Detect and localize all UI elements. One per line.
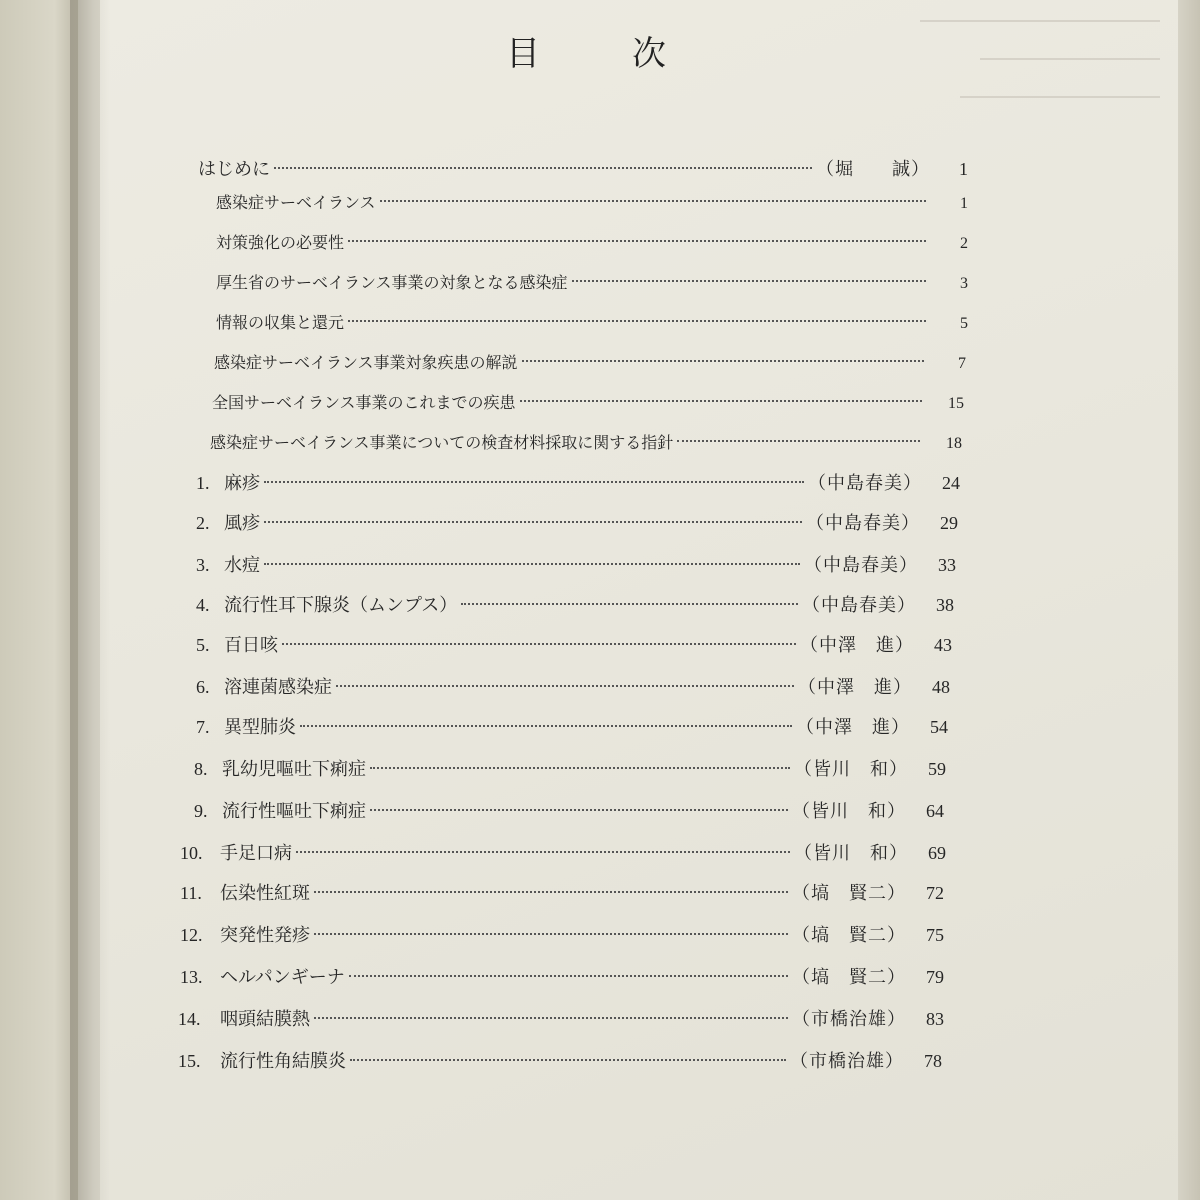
chapter-number: 6. xyxy=(196,677,210,697)
toc-entry-page: 64 xyxy=(926,801,944,821)
chapter-number: 1. xyxy=(196,473,210,493)
toc-entry-author: （塙 賢二） xyxy=(792,883,906,904)
toc-entry-page: 54 xyxy=(930,717,948,737)
chapter-number: 13. xyxy=(180,967,203,987)
chapter-number: 11. xyxy=(180,883,202,903)
toc-entry-label: 対策強化の必要性 xyxy=(216,233,345,252)
toc-entry-label: はじめに xyxy=(198,159,270,180)
toc-entry-label: 流行性嘔吐下痢症 xyxy=(222,801,366,822)
toc-entry-label: 全国サーベイランス事業のこれまでの疾患 xyxy=(212,393,516,412)
leader-dots xyxy=(264,563,800,565)
toc-entry-page: 33 xyxy=(938,555,956,575)
chapter-number: 10. xyxy=(180,843,203,863)
toc-subentry[interactable] xyxy=(216,192,968,215)
toc-subentry[interactable] xyxy=(210,432,962,455)
toc-entry-author: （中島春美） xyxy=(802,595,916,616)
leader-dots xyxy=(300,725,792,727)
toc-entry-page: 83 xyxy=(926,1009,944,1029)
toc-entry-author: （塙 賢二） xyxy=(792,967,906,988)
leader-dots xyxy=(296,851,790,853)
toc-entry-page: 2 xyxy=(960,235,968,252)
toc-entry-label: 水痘 xyxy=(224,555,260,576)
toc-entry-author: （皆川 和） xyxy=(794,759,908,780)
toc-chapter[interactable] xyxy=(178,1050,942,1073)
leader-dots xyxy=(572,280,926,282)
toc-chapter[interactable] xyxy=(196,472,960,495)
toc-entry-page: 7 xyxy=(958,355,966,372)
toc-entry-author: （市橋治雄） xyxy=(792,1009,906,1030)
toc-subentry[interactable] xyxy=(216,232,968,255)
chapter-number: 2. xyxy=(196,513,210,533)
leader-dots xyxy=(264,481,804,483)
toc-entry-label: 厚生省のサーベイランス事業の対象となる感染症 xyxy=(216,273,568,292)
chapter-number: 8. xyxy=(194,759,208,779)
toc-entry-page: 48 xyxy=(932,677,950,697)
toc-entry-page: 15 xyxy=(948,395,964,412)
toc-entry-author: （中澤 進） xyxy=(800,635,914,656)
toc-chapter[interactable] xyxy=(178,1008,944,1031)
leader-dots xyxy=(350,1059,786,1061)
toc-entry-label: 感染症サーベイランス事業対象疾患の解説 xyxy=(214,353,518,372)
toc-entry-label: 感染症サーベイランス事業についての検査材料採取に関する指針 xyxy=(210,433,674,452)
toc-chapter[interactable] xyxy=(194,758,946,781)
toc-subentry[interactable] xyxy=(212,392,964,415)
toc-entry-label: 異型肺炎 xyxy=(224,717,296,738)
toc-entry-author: （市橋治雄） xyxy=(790,1051,904,1072)
chapter-number: 9. xyxy=(194,801,208,821)
toc-entry-label: 風疹 xyxy=(224,513,260,534)
leader-dots xyxy=(282,643,796,645)
toc-entry-intro[interactable] xyxy=(198,158,968,181)
toc-chapter[interactable] xyxy=(180,966,944,989)
toc-entry-page: 78 xyxy=(924,1051,942,1071)
leader-dots xyxy=(349,975,788,977)
leader-dots xyxy=(348,240,926,242)
toc-entry-page: 59 xyxy=(928,759,946,779)
toc-entry-label: 伝染性紅斑 xyxy=(220,883,310,904)
toc-entry-label: 咽頭結膜熱 xyxy=(220,1009,310,1030)
toc-chapter[interactable] xyxy=(196,676,950,699)
toc-subentry[interactable] xyxy=(216,312,968,335)
leader-dots xyxy=(461,603,798,605)
toc-entry-label: 突発性発疹 xyxy=(220,925,310,946)
toc-entry-page: 5 xyxy=(960,315,968,332)
toc-entry-page: 18 xyxy=(946,435,962,452)
toc-entry-label: ヘルパンギーナ xyxy=(220,967,345,988)
leader-dots xyxy=(370,767,790,769)
leader-dots xyxy=(336,685,794,687)
leader-dots xyxy=(314,1017,788,1019)
chapter-number: 15. xyxy=(178,1051,201,1071)
toc-entry-author: （皆川 和） xyxy=(794,843,908,864)
toc-chapter[interactable] xyxy=(194,800,944,823)
toc-entry-page: 75 xyxy=(926,925,944,945)
leader-dots xyxy=(370,809,788,811)
page-title-char-2: 次 xyxy=(632,34,666,74)
toc-entry-page: 1 xyxy=(960,195,968,212)
chapter-number: 12. xyxy=(180,925,203,945)
toc-entry-page: 79 xyxy=(926,967,944,987)
toc-subentry[interactable] xyxy=(214,352,966,375)
chapter-number: 14. xyxy=(178,1009,201,1029)
toc-entry-label: 感染症サーベイランス xyxy=(216,193,376,212)
toc-entry-page: 3 xyxy=(960,275,968,292)
toc-entry-page: 69 xyxy=(928,843,946,863)
toc-entry-page: 1 xyxy=(959,159,968,179)
toc-chapter[interactable] xyxy=(196,554,956,577)
toc-entry-label: 手足口病 xyxy=(220,843,292,864)
toc-entry-author: （塙 賢二） xyxy=(792,925,906,946)
toc-entry-author: （中澤 進） xyxy=(796,717,910,738)
toc-entry-label: 流行性耳下腺炎（ムンプス） xyxy=(224,595,458,616)
toc-entry-label: 百日咳 xyxy=(224,635,278,656)
chapter-number: 7. xyxy=(196,717,210,737)
toc-entry-label: 溶連菌感染症 xyxy=(224,677,332,698)
leader-dots xyxy=(314,933,788,935)
leader-dots xyxy=(677,440,920,442)
leader-dots xyxy=(520,400,922,402)
toc-entry-author: （中島春美） xyxy=(804,555,918,576)
leader-dots xyxy=(274,167,812,169)
toc-chapter[interactable] xyxy=(196,634,952,657)
leader-dots xyxy=(348,320,926,322)
toc-entry-author: （堀 誠） xyxy=(816,159,930,180)
toc-entry-label: 麻疹 xyxy=(224,473,260,494)
leader-dots xyxy=(314,891,788,893)
toc-chapter[interactable] xyxy=(196,716,948,739)
leader-dots xyxy=(522,360,924,362)
leader-dots xyxy=(380,200,926,202)
toc-entry-author: （中澤 進） xyxy=(798,677,912,698)
page-title-char-1: 目 xyxy=(506,34,540,74)
toc-entry-page: 29 xyxy=(940,513,958,533)
toc-chapter[interactable] xyxy=(196,512,958,535)
toc-chapter[interactable] xyxy=(180,842,946,865)
toc-entry-page: 43 xyxy=(934,635,952,655)
toc-chapter[interactable] xyxy=(180,882,944,905)
leader-dots xyxy=(264,521,802,523)
toc-chapter[interactable] xyxy=(196,594,954,617)
toc-chapter[interactable] xyxy=(180,924,944,947)
toc-subentry[interactable] xyxy=(216,272,968,295)
toc-entry-page: 24 xyxy=(942,473,960,493)
toc-entry-label: 流行性角結膜炎 xyxy=(220,1051,346,1072)
toc-entry-label: 乳幼児嘔吐下痢症 xyxy=(222,759,366,780)
toc-entry-author: （中島春美） xyxy=(808,473,922,494)
toc-entry-page: 72 xyxy=(926,883,944,903)
toc-entry-page: 38 xyxy=(936,595,954,615)
chapter-number: 3. xyxy=(196,555,210,575)
toc-entry-author: （皆川 和） xyxy=(792,801,906,822)
toc-entry-label: 情報の収集と還元 xyxy=(216,313,345,332)
chapter-number: 4. xyxy=(196,595,210,615)
chapter-number: 5. xyxy=(196,635,210,655)
toc-entry-author: （中島春美） xyxy=(806,513,920,534)
